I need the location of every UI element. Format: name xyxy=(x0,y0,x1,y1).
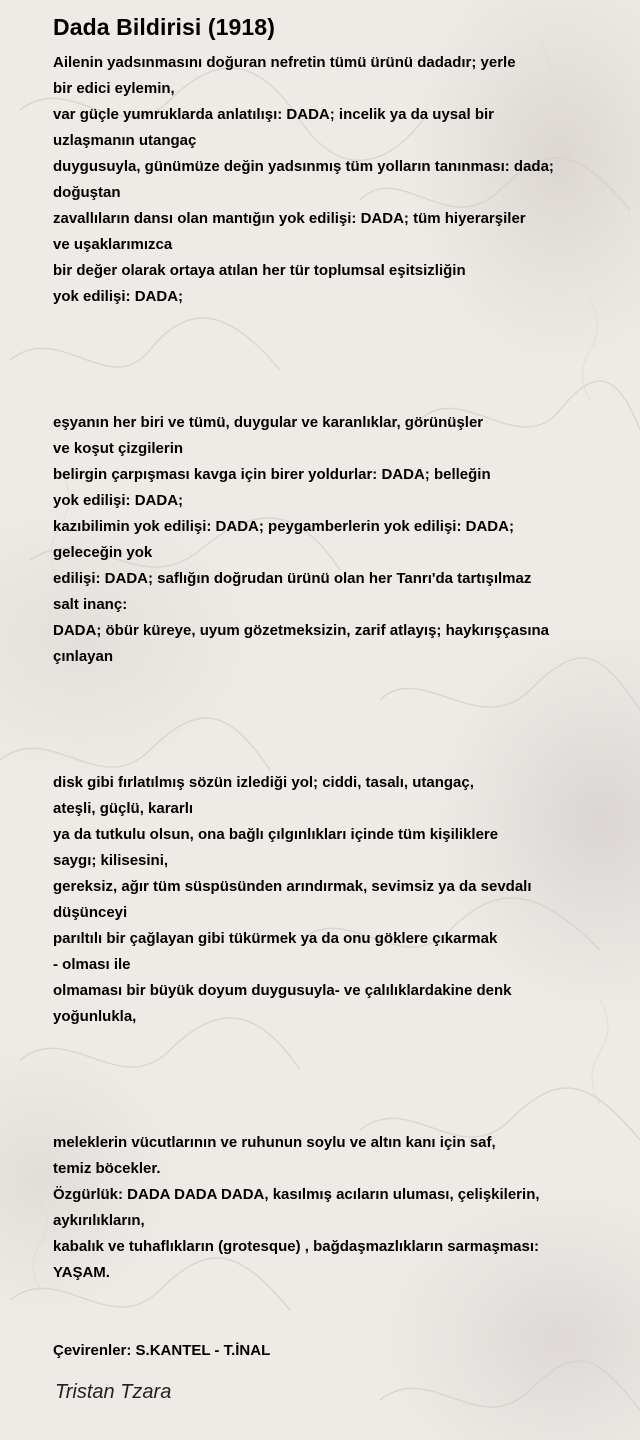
stanza-1-line-5: duygusuyla, günümüze değin yadsınmış tüm yolların tanınması: dada; xyxy=(53,158,554,175)
stanza-1-line-10: yok edilişi: DADA; xyxy=(53,288,184,305)
stanza-4-line-4: aykırılıkların, xyxy=(53,1212,145,1229)
stanza-2-line-3: belirgin çarpışması kavga için birer yoldurlar: DADA; belleğin xyxy=(53,466,491,483)
page-title: Dada Bildirisi (1918) xyxy=(53,14,275,40)
author-name: Tristan Tzara xyxy=(55,1381,172,1403)
stanza-2-line-7: edilişi: DADA; saflığın doğrudan ürünü olan her Tanrı'da tartışılmaz xyxy=(53,570,532,587)
stanza-3-line-6: düşünceyi xyxy=(53,904,128,921)
stanza-3-line-3: ya da tutkulu olsun, ona bağlı çılgınlıkları içinde tüm kişiliklere xyxy=(53,826,499,843)
stanza-1-line-1: Ailenin yadsınmasını doğuran nefretin tümü ürünü dadadır; yerle xyxy=(53,54,516,71)
stanza-1-line-2: bir edici eylemin, xyxy=(53,80,175,97)
stanza-3-line-5: gereksiz, ağır tüm süspüsünden arındırmak, sevimsiz ya da sevdalı xyxy=(53,878,532,895)
stanza-1-line-9: bir değer olarak ortaya atılan her tür toplumsal eşitsizliğin xyxy=(53,262,466,279)
stanza-2-line-5: kazıbilimin yok edilişi: DADA; peygamberlerin yok edilişi: DADA; xyxy=(53,518,514,535)
translators-credit: Çevirenler: S.KANTEL - T.İNAL xyxy=(53,1342,271,1359)
stanza-3-line-9: olmaması bir büyük doyum duygusuyla- ve çalılıklardakine denk xyxy=(53,982,512,999)
stanza-4-line-1: meleklerin vücutlarının ve ruhunun soylu ve altın kanı için saf, xyxy=(53,1134,496,1151)
stanza-3-line-1: disk gibi fırlatılmış sözün izlediği yol; ciddi, tasalı, utangaç, xyxy=(53,774,474,791)
stanza-1-line-4: uzlaşmanın utangaç xyxy=(53,132,197,149)
stanza-2-line-10: çınlayan xyxy=(53,648,114,665)
stanza-4-line-3: Özgürlük: DADA DADA DADA, kasılmış acıların uluması, çelişkilerin, xyxy=(53,1186,540,1203)
stanza-2-line-2: ve koşut çizgilerin xyxy=(53,440,184,457)
stanza-1-line-3: var güçle yumruklarda anlatılışı: DADA; incelik ya da uysal bir xyxy=(53,106,494,123)
stanza-4-line-5: kabalık ve tuhaflıkların (grotesque) , bağdaşmazlıkların sarmaşması: xyxy=(53,1238,540,1255)
stanza-2-line-1: eşyanın her biri ve tümü, duygular ve karanlıklar, görünüşler xyxy=(53,414,484,431)
stanza-1-line-6: doğuştan xyxy=(53,184,121,201)
stanza-3-line-7: parıltılı bir çağlayan gibi tükürmek ya da onu göklere çıkarmak xyxy=(53,930,498,947)
stanza-3-line-4: saygı; kilisesini, xyxy=(53,852,169,869)
stanza-3-line-10: yoğunlukla, xyxy=(53,1008,137,1025)
stanza-2-line-4: yok edilişi: DADA; xyxy=(53,492,184,509)
stanza-2-line-6: geleceğin yok xyxy=(53,544,153,561)
stanza-3-line-2: ateşli, güçlü, kararlı xyxy=(53,800,194,817)
stanza-3-line-8: - olması ile xyxy=(53,956,131,973)
stanza-2-line-8: salt inanç: xyxy=(53,596,128,613)
stanza-1-line-7: zavallıların dansı olan mantığın yok edilişi: DADA; tüm hiyerarşiler xyxy=(53,210,526,227)
stanza-4-line-6: YAŞAM. xyxy=(53,1264,110,1281)
stanza-1-line-8: ve uşaklarımızca xyxy=(53,236,173,253)
stanza-4-line-2: temiz böcekler. xyxy=(53,1160,161,1177)
stanza-2-line-9: DADA; öbür küreye, uyum gözetmeksizin, zarif atlayış; haykırışçasına xyxy=(53,622,549,639)
